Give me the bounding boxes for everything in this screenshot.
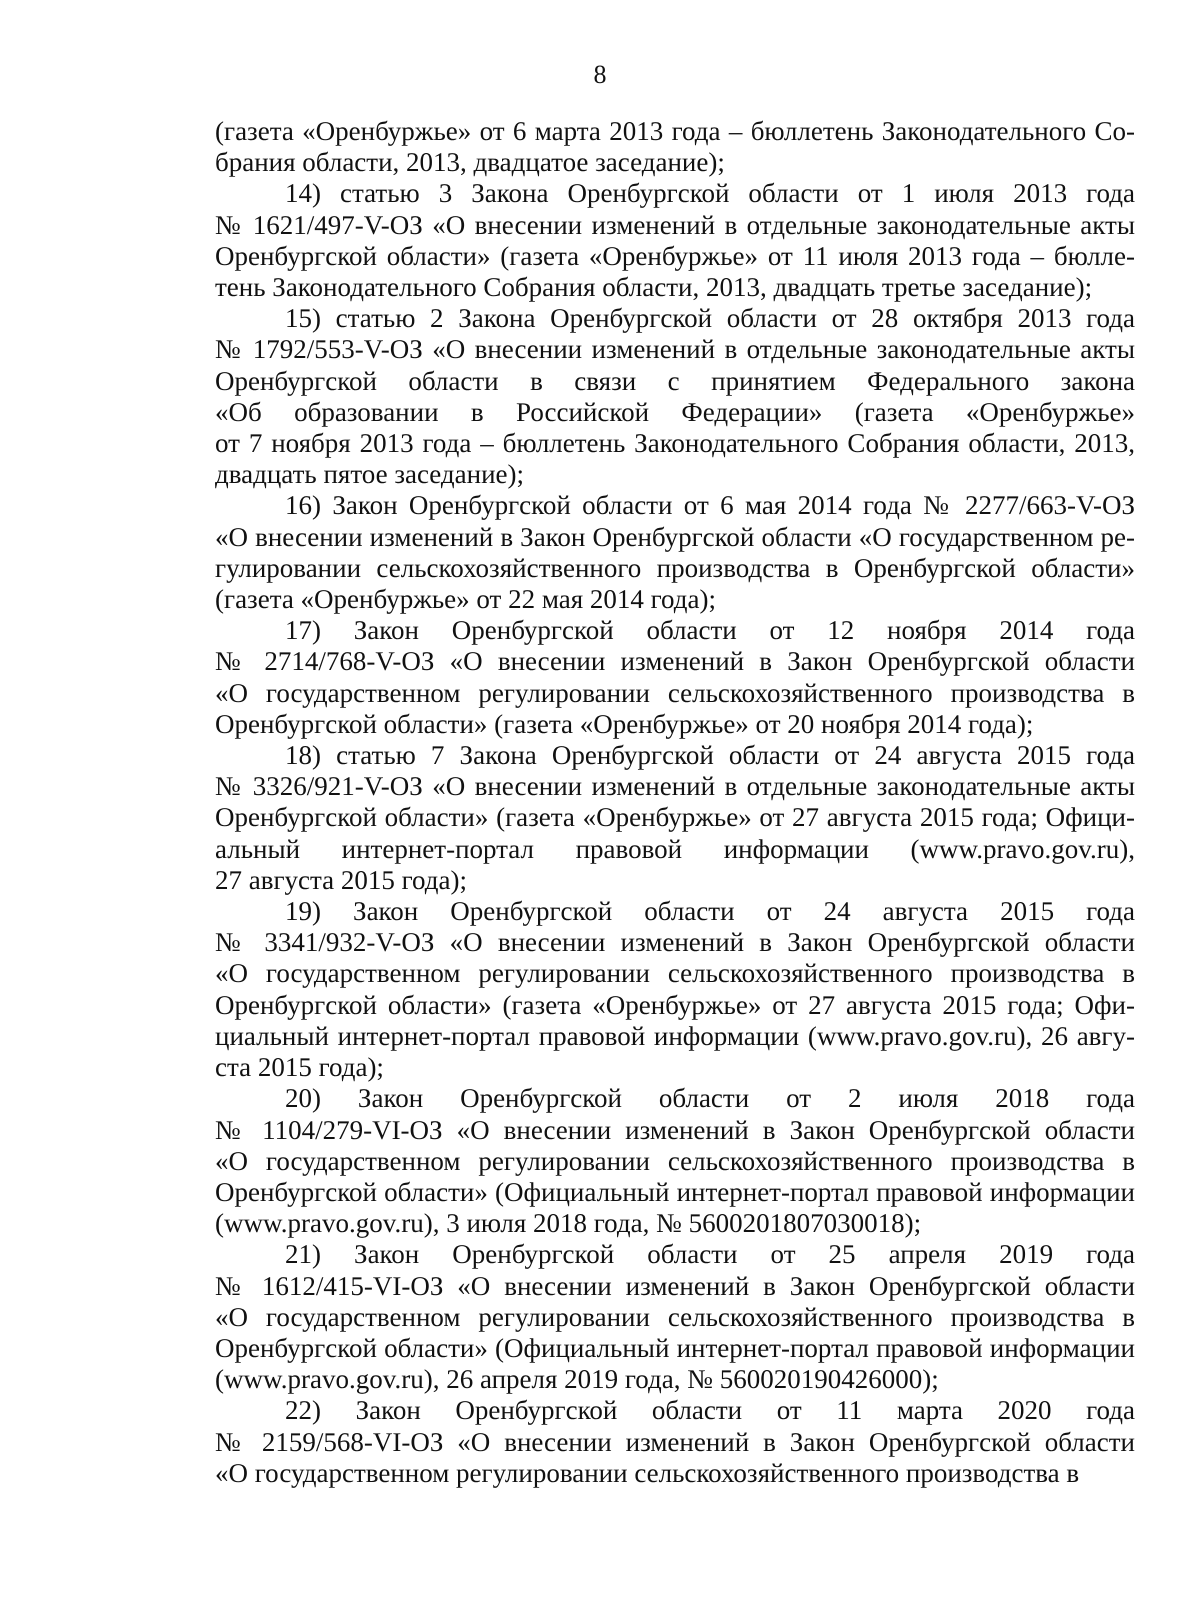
text-line: ста 2015 года); [215, 1052, 384, 1083]
paragraph [215, 896, 1135, 1083]
paragraph [215, 740, 1135, 896]
text-line: 18) статью 7 Закона Оренбургской области от 24 августа 2015 года [285, 740, 1135, 771]
text-line: № 3326/921-V-ОЗ «О внесении изменений в отдельные законодательные акты [215, 771, 1135, 802]
text-line: Оренбургской области» (газета «Оренбуржье» от 27 августа 2015 года; Офи- [215, 989, 1135, 1020]
text-line: 15) статью 2 Закона Оренбургской области от 28 октября 2013 года [285, 303, 1135, 334]
text-line: «О государственном регулировании сельскохозяйственного производства в [215, 1145, 1135, 1176]
paragraph [215, 116, 1135, 178]
text-line: № 1104/279-VI-ОЗ «О внесении изменений в Закон Оренбургской области [215, 1114, 1135, 1145]
text-line: 14) статью 3 Закона Оренбургской области от 1 июля 2013 года [285, 178, 1135, 209]
paragraph [215, 490, 1135, 615]
text-line: (www.pravo.gov.ru), 26 апреля 2019 года, № 560020190426000); [215, 1364, 939, 1395]
paragraph [215, 303, 1135, 490]
text-line: Оренбургской области» (газета «Оренбуржье» от 11 июля 2013 года – бюлле- [215, 240, 1135, 271]
text-line: (газета «Оренбуржье» от 22 мая 2014 года); [215, 584, 716, 615]
text-line: № 3341/932-V-ОЗ «О внесении изменений в Закон Оренбургской области [215, 927, 1135, 958]
text-line: 20) Закон Оренбургской области от 2 июля 2018 года [285, 1083, 1135, 1114]
text-line: 16) Закон Оренбургской области от 6 мая 2014 года № 2277/663-V-ОЗ [285, 490, 1135, 521]
text-line: № 2159/568-VI-ОЗ «О внесении изменений в Закон Оренбургской области [215, 1426, 1135, 1457]
text-line: № 1621/497-V-ОЗ «О внесении изменений в отдельные законодательные акты [215, 209, 1135, 240]
text-line: № 2714/768-V-ОЗ «О внесении изменений в Закон Оренбургской области [215, 646, 1135, 677]
text-line: 19) Закон Оренбургской области от 24 августа 2015 года [285, 896, 1135, 927]
text-line: циальный интернет-портал правовой информации (www.pravo.gov.ru), 26 авгу- [215, 1020, 1135, 1051]
text-line: 21) Закон Оренбургской области от 25 апреля 2019 года [285, 1239, 1135, 1270]
text-line: «О государственном регулировании сельскохозяйственного производства в [215, 1301, 1135, 1332]
text-line: № 1792/553-V-ОЗ «О внесении изменений в отдельные законодательные акты [215, 334, 1135, 365]
paragraph [215, 1395, 1135, 1489]
text-line: 27 августа 2015 года); [215, 864, 467, 895]
text-line: гулировании сельскохозяйственного производства в Оренбургской области» [215, 552, 1135, 583]
document-body [215, 116, 1135, 1489]
text-line: Оренбургской области» (газета «Оренбуржье» от 27 августа 2015 года; Офици- [215, 802, 1135, 833]
text-line: «Об образовании в Российской Федерации» (газета «Оренбуржье» [215, 396, 1135, 427]
paragraph [215, 178, 1135, 303]
text-line: от 7 ноября 2013 года – бюллетень Законодательного Собрания области, 2013, [215, 428, 1135, 459]
text-line: двадцать пятое заседание); [215, 459, 525, 490]
text-line: тень Законодательного Собрания области, 2013, двадцать третье заседание); [215, 272, 1093, 303]
page-number: 8 [593, 60, 607, 89]
text-line: 22) Закон Оренбургской области от 11 марта 2020 года [285, 1395, 1135, 1426]
paragraph [215, 615, 1135, 740]
text-line: брания области, 2013, двадцатое заседание); [215, 147, 725, 178]
paragraph [215, 1239, 1135, 1395]
text-line: (газета «Оренбуржье» от 6 марта 2013 года – бюллетень Законодательного Со- [215, 116, 1135, 146]
text-line: «О государственном регулировании сельскохозяйственного производства в [215, 677, 1135, 708]
text-line: Оренбургской области» (Официальный интернет-портал правовой информации [215, 1332, 1135, 1363]
text-line: 17) Закон Оренбургской области от 12 ноября 2014 года [285, 615, 1135, 646]
text-line: (www.pravo.gov.ru), 3 июля 2018 года, № 5600201807030018); [215, 1208, 922, 1239]
text-line: «О государственном регулировании сельскохозяйственного производства в [215, 958, 1135, 989]
text-line: № 1612/415-VI-ОЗ «О внесении изменений в Закон Оренбургской области [215, 1270, 1135, 1301]
paragraph [215, 1083, 1135, 1239]
text-line: Оренбургской области» (газета «Оренбуржье» от 20 ноября 2014 года); [215, 708, 1034, 739]
text-line: Оренбургской области в связи с принятием Федерального закона [215, 365, 1135, 396]
text-line: альный интернет-портал правовой информации (www.pravo.gov.ru), [215, 833, 1135, 864]
text-line: «О внесении изменений в Закон Оренбургской области «О государственном ре- [215, 521, 1135, 552]
text-line: «О государственном регулировании сельскохозяйственного производства в [215, 1457, 1080, 1488]
text-line: Оренбургской области» (Официальный интернет-портал правовой информации [215, 1176, 1135, 1207]
